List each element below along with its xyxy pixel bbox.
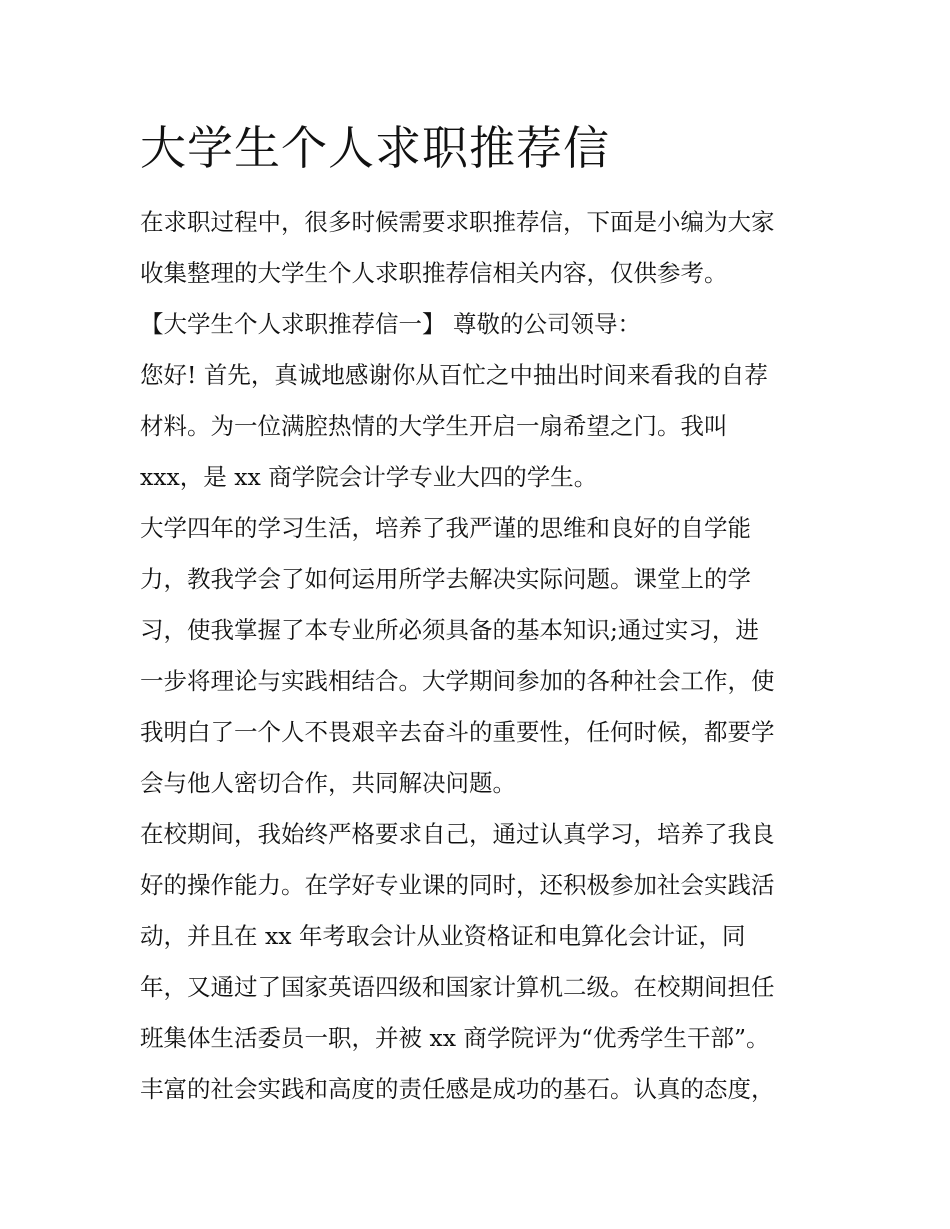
- text-line: 班集体生活委员一职，并被 xx 商学院评为“优秀学生干部”。: [140, 1024, 770, 1052]
- document-title: 大学生个人求职推荐信: [140, 121, 610, 175]
- text-line: 会与他人密切合作，共同解决问题。: [140, 769, 516, 797]
- text-line: 好的操作能力。在学好专业课的同时，还积极参加社会实践活: [140, 871, 775, 899]
- text-line: 【大学生个人求职推荐信一】 尊敬的公司领导：: [140, 310, 641, 338]
- text-line: 收集整理的大学生个人求职推荐信相关内容，仅供参考。: [140, 259, 728, 287]
- text-line: 您好! 首先，真诚地感谢你从百忙之中抽出时间来看我的自荐: [140, 361, 768, 389]
- text-line: xxx，是 xx 商学院会计学专业大四的学生。: [140, 463, 598, 491]
- text-line: 年，又通过了国家英语四级和国家计算机二级。在校期间担任: [140, 973, 775, 1001]
- text-line: 力，教我学会了如何运用所学去解决实际问题。课堂上的学: [140, 565, 751, 593]
- text-line: 一步将理论与实践相结合。大学期间参加的各种社会工作，使: [140, 667, 775, 695]
- text-line: 在求职过程中，很多时候需要求职推荐信，下面是小编为大家: [140, 208, 775, 236]
- text-line: 丰富的社会实践和高度的责任感是成功的基石。认真的态度，: [140, 1075, 775, 1103]
- text-line: 习，使我掌握了本专业所必须具备的基本知识;通过实习，进: [140, 616, 759, 644]
- text-line: 大学四年的学习生活，培养了我严谨的思维和良好的自学能: [140, 514, 751, 542]
- text-line: 动，并且在 xx 年考取会计从业资格证和电算化会计证，同: [140, 922, 746, 950]
- text-line: 在校期间，我始终严格要求自己，通过认真学习，培养了我良: [140, 820, 775, 848]
- text-line: 我明白了一个人不畏艰辛去奋斗的重要性，任何时候，都要学: [140, 718, 775, 746]
- text-line: 材料。为一位满腔热情的大学生开启一扇希望之门。我叫: [140, 412, 728, 440]
